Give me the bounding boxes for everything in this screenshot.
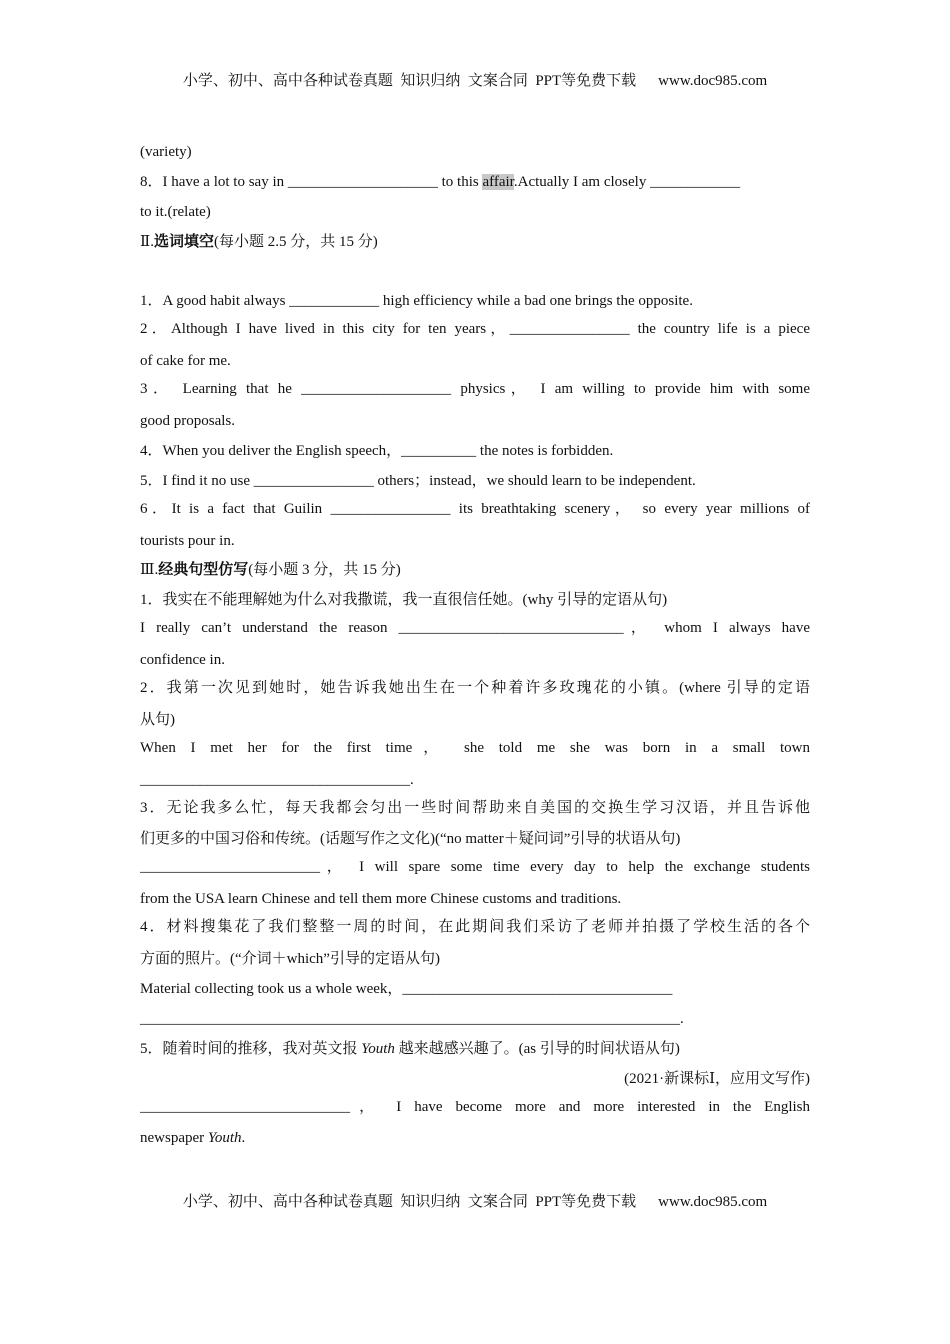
question-line: ________________________， I will spare some time every day to help the exchange students bbox=[140, 859, 810, 876]
question-line: confidence in. bbox=[140, 652, 225, 669]
question-8 bbox=[140, 168, 810, 198]
header-url: www.doc985.com bbox=[658, 73, 768, 89]
q8-text: .Actually I am closely ____________ bbox=[513, 173, 741, 190]
question-line: 3． Learning that he ____________________ physics， I am willing to provide him with some bbox=[140, 381, 810, 398]
section-number: Ⅲ. bbox=[140, 562, 159, 579]
source-note: (2021·新课标Ⅰ，应用文写作) bbox=[624, 1070, 810, 1087]
document-body bbox=[140, 138, 810, 1154]
text: 越来越感兴趣了。(as 引导的时间状语从句) bbox=[394, 1040, 680, 1057]
text: newspaper bbox=[140, 1130, 208, 1147]
footer-url: www.doc985.com bbox=[658, 1194, 768, 1210]
question-line: 5．I find it no use ________________ others；instead，we should learn to be independent. bbox=[140, 472, 696, 489]
question-line: of cake for me. bbox=[140, 353, 231, 370]
text-line: to it.(relate) bbox=[140, 203, 211, 220]
question-line: 6．It is a fact that Guilin ________________ its breathtaking scenery， so every year millions of bbox=[140, 500, 810, 517]
question-line: from the USA learn Chinese and tell them more Chinese customs and traditions. bbox=[140, 891, 622, 908]
question-line: 2．Although I have lived in this city for ten years，________________ the country life is a piece bbox=[140, 321, 810, 338]
section-score: (每小题 2.5 分，共 15 分) bbox=[213, 233, 378, 250]
section-2-title bbox=[140, 228, 810, 258]
section-heading: 选词填空 bbox=[153, 233, 214, 250]
question-line: 4．材料搜集花了我们整整一周的时间，在此期间我们采访了老师并拍摄了学校生活的各个 bbox=[140, 919, 810, 936]
italic-title: Youth bbox=[361, 1040, 395, 1057]
section-3-title bbox=[140, 556, 810, 586]
question-line: When I met her for the first time， she told me she was born in a small town bbox=[140, 739, 810, 756]
question-line: 2．我第一次见到她时，她告诉我她出生在一个种着许多玫瑰花的小镇。(where 引导的定语 bbox=[140, 680, 810, 697]
question-line: 们更多的中国习俗和传统。(话题写作之文化)(“no matter＋疑问词”引导的状语从句) bbox=[140, 831, 681, 848]
footer-text: 小学、初中、高中各种试卷真题 知识归纳 文案合同 PPT等免费下载 bbox=[182, 1194, 637, 1210]
question-line: 3．无论我多么忙，每天我都会匀出一些时间帮助来自美国的交换生学习汉语，并且告诉他 bbox=[140, 799, 810, 816]
italic-title: Youth bbox=[207, 1130, 242, 1147]
page-footer bbox=[0, 1190, 950, 1211]
text: . bbox=[241, 1130, 246, 1147]
question-line: 1．A good habit always ____________ high efficiency while a bad one brings the opposite. bbox=[140, 293, 693, 310]
question-line: 方面的照片。(“介词＋which”引导的定语从句) bbox=[140, 951, 440, 968]
question-line: 4．When you deliver the English speech，__________ the notes is forbidden. bbox=[140, 442, 614, 459]
text-line: (variety) bbox=[140, 144, 192, 160]
question-line: Material collecting took us a whole week，____________________________________ bbox=[140, 980, 673, 997]
q8-text: 8．I have a lot to say in ____________________ to this bbox=[140, 173, 483, 190]
question-line: 从句) bbox=[140, 711, 175, 728]
section-number: Ⅱ. bbox=[140, 233, 154, 250]
question-line: ________________________________________________________________________. bbox=[140, 1010, 684, 1027]
section-score: (每小题 3 分，共 15 分) bbox=[248, 562, 401, 579]
question-line bbox=[140, 1124, 810, 1154]
page-header bbox=[0, 69, 950, 90]
highlighted-word: affair bbox=[482, 173, 514, 190]
question-line: I really can’t understand the reason ______________________________， whom I always have bbox=[140, 620, 810, 637]
question-line bbox=[140, 1035, 810, 1065]
section-heading: 经典句型仿写 bbox=[158, 562, 249, 579]
question-line: ____________________________， I have become more and more interested in the English bbox=[140, 1098, 810, 1115]
question-line: ____________________________________. bbox=[140, 771, 414, 788]
question-line: tourists pour in. bbox=[140, 532, 235, 549]
header-text: 小学、初中、高中各种试卷真题 知识归纳 文案合同 PPT等免费下载 bbox=[182, 73, 637, 89]
question-line: good proposals. bbox=[140, 413, 235, 430]
question-line: 1．我实在不能理解她为什么对我撒谎，我一直很信任她。(why 引导的定语从句) bbox=[140, 592, 668, 609]
text: 5．随着时间的推移，我对英文报 bbox=[140, 1040, 362, 1057]
